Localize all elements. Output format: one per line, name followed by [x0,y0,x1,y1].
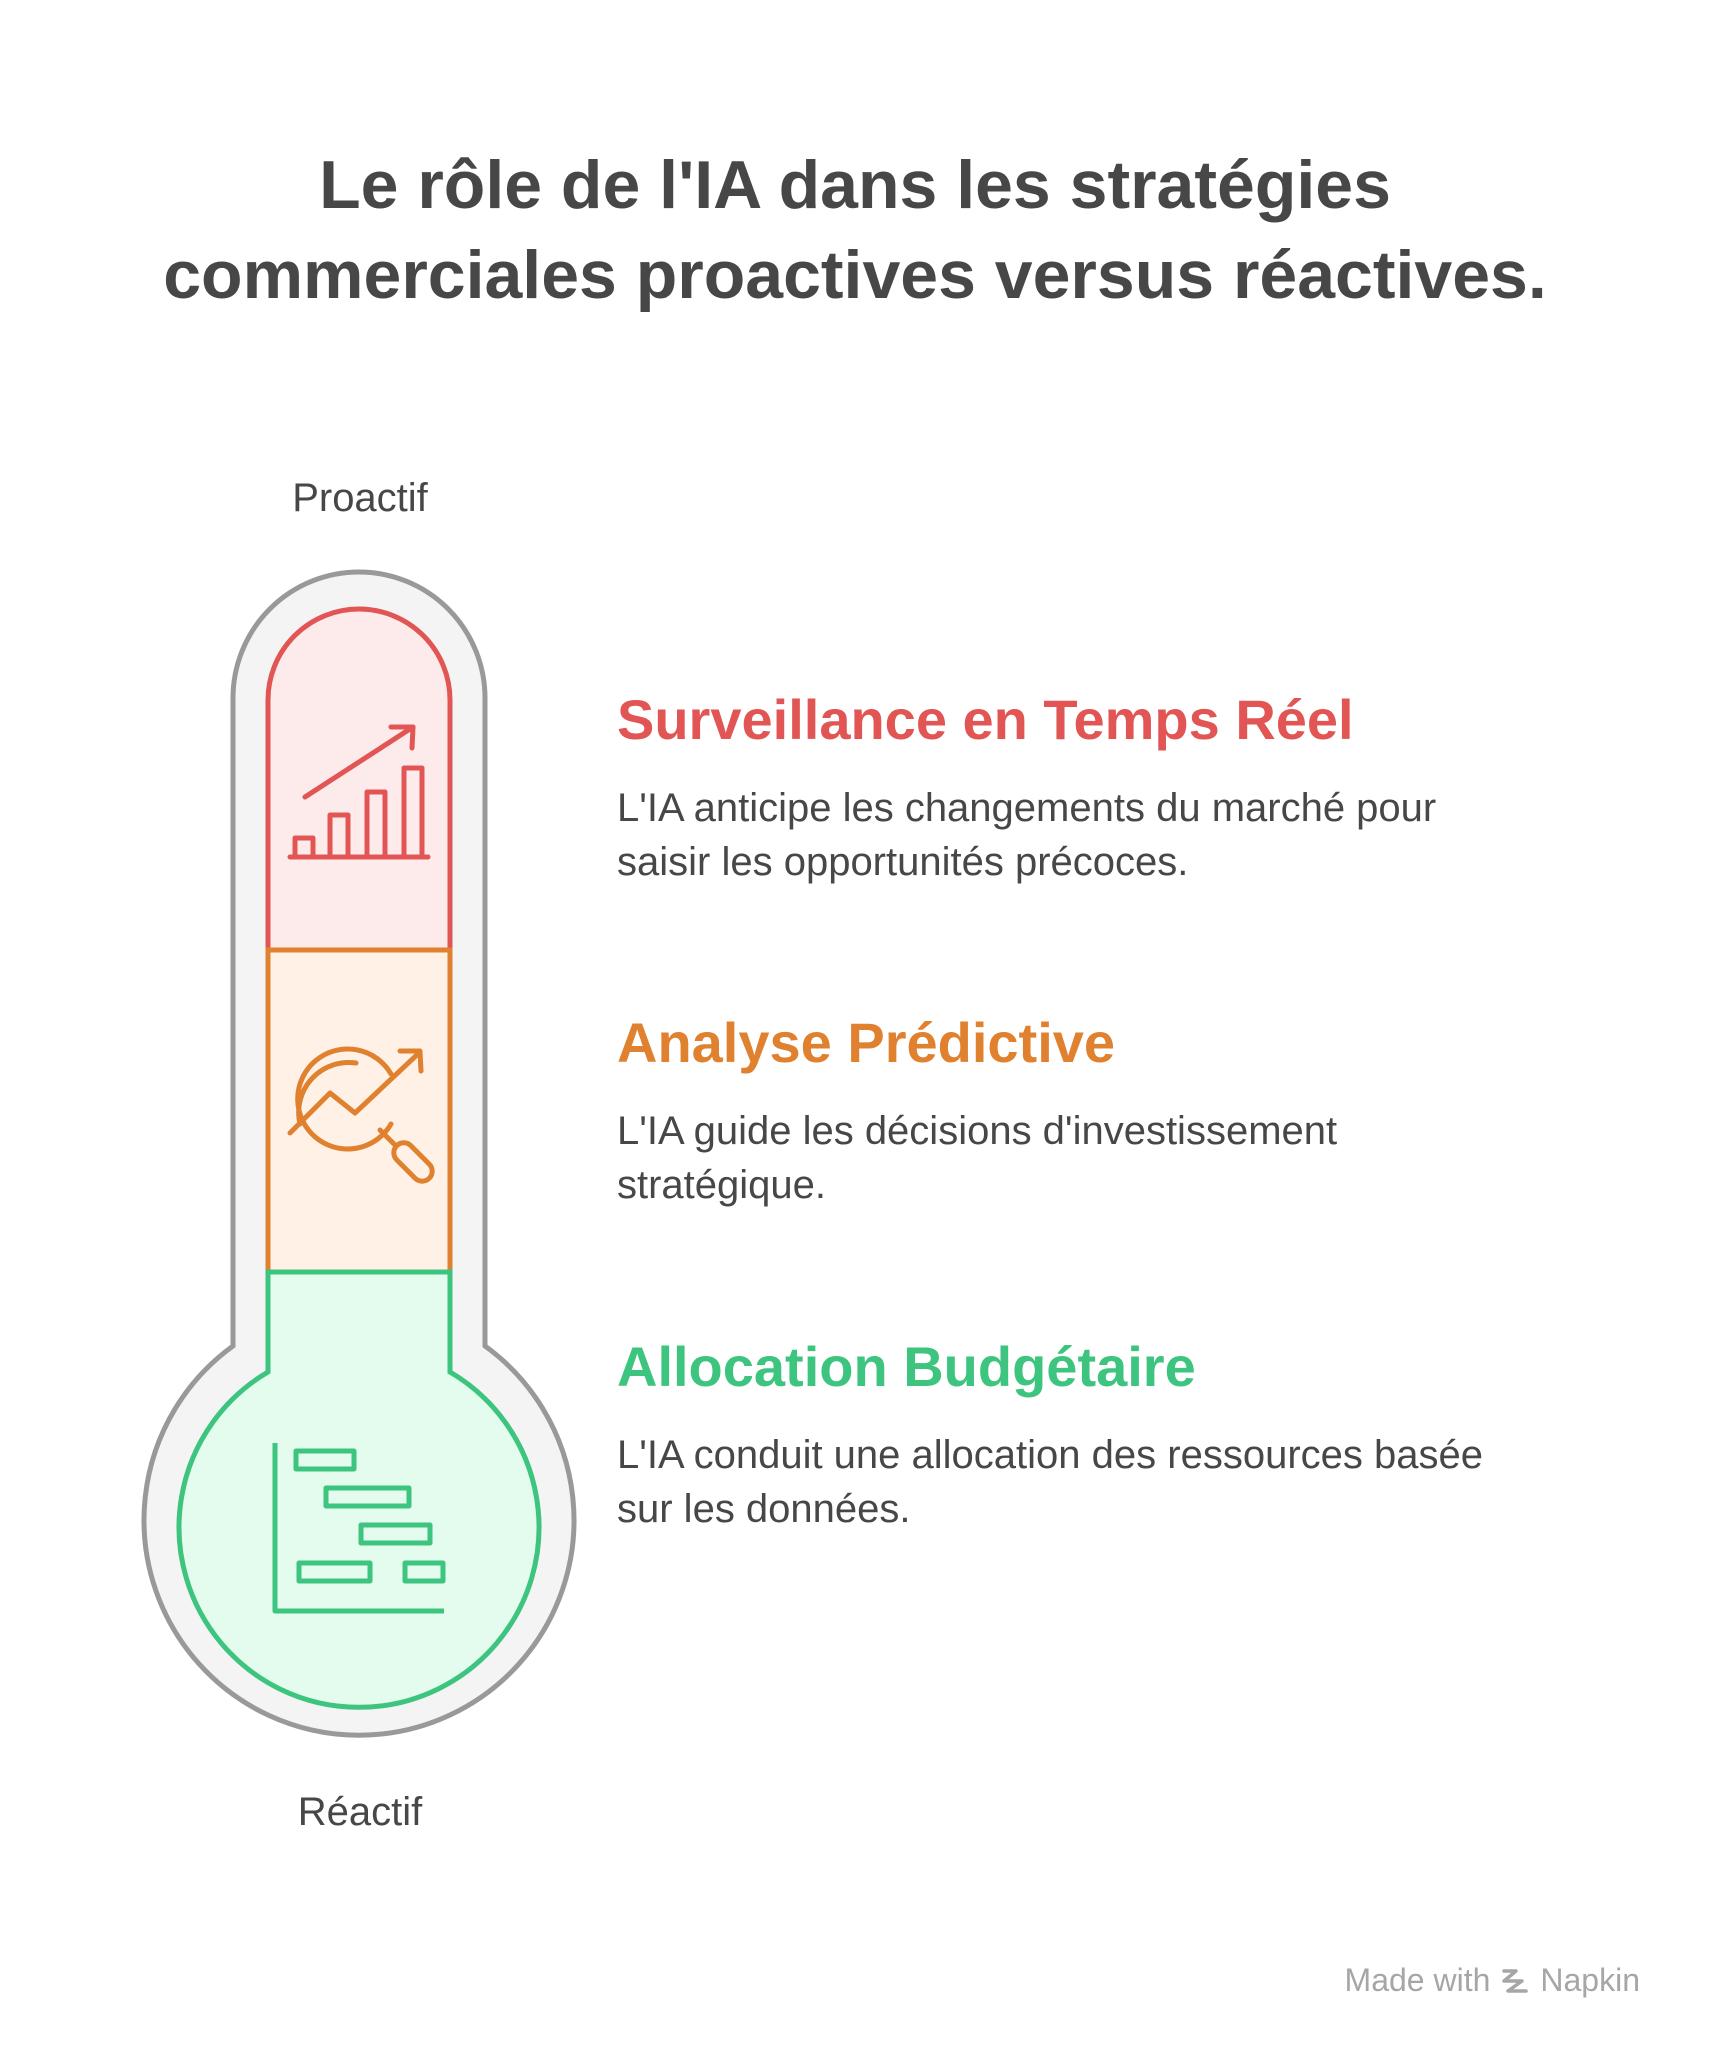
item-title: Analyse Prédictive [617,1011,1116,1074]
napkin-logo-icon [1500,1966,1530,1996]
item-description: L'IA guide les décisions d'investissement stratégique. [617,1109,1338,1207]
napkin-watermark [1345,1962,1640,1999]
watermark-brand-name: Napkin [1540,1962,1640,1998]
item-surveillance [617,685,1617,889]
scale-bottom-label: Réactif [297,1790,423,1834]
item-analyse [617,1008,1617,1212]
page-title-line-2: commerciales proactives versus réactives. [163,237,1547,313]
watermark-prefix: Made with [1344,1962,1491,1998]
item-title: Surveillance en Temps Réel [617,688,1354,751]
item-allocation [617,1332,1617,1536]
item-description: L'IA conduit une allocation des ressources basée sur les données. [617,1433,1483,1531]
scale-top-label: Proactif [292,476,428,520]
item-description: L'IA anticipe les changements du marché pour saisir les opportunités précoces. [617,786,1437,884]
page-title-line-1: Le rôle de l'IA dans les stratégies [319,147,1391,223]
item-title: Allocation Budgétaire [617,1335,1196,1398]
